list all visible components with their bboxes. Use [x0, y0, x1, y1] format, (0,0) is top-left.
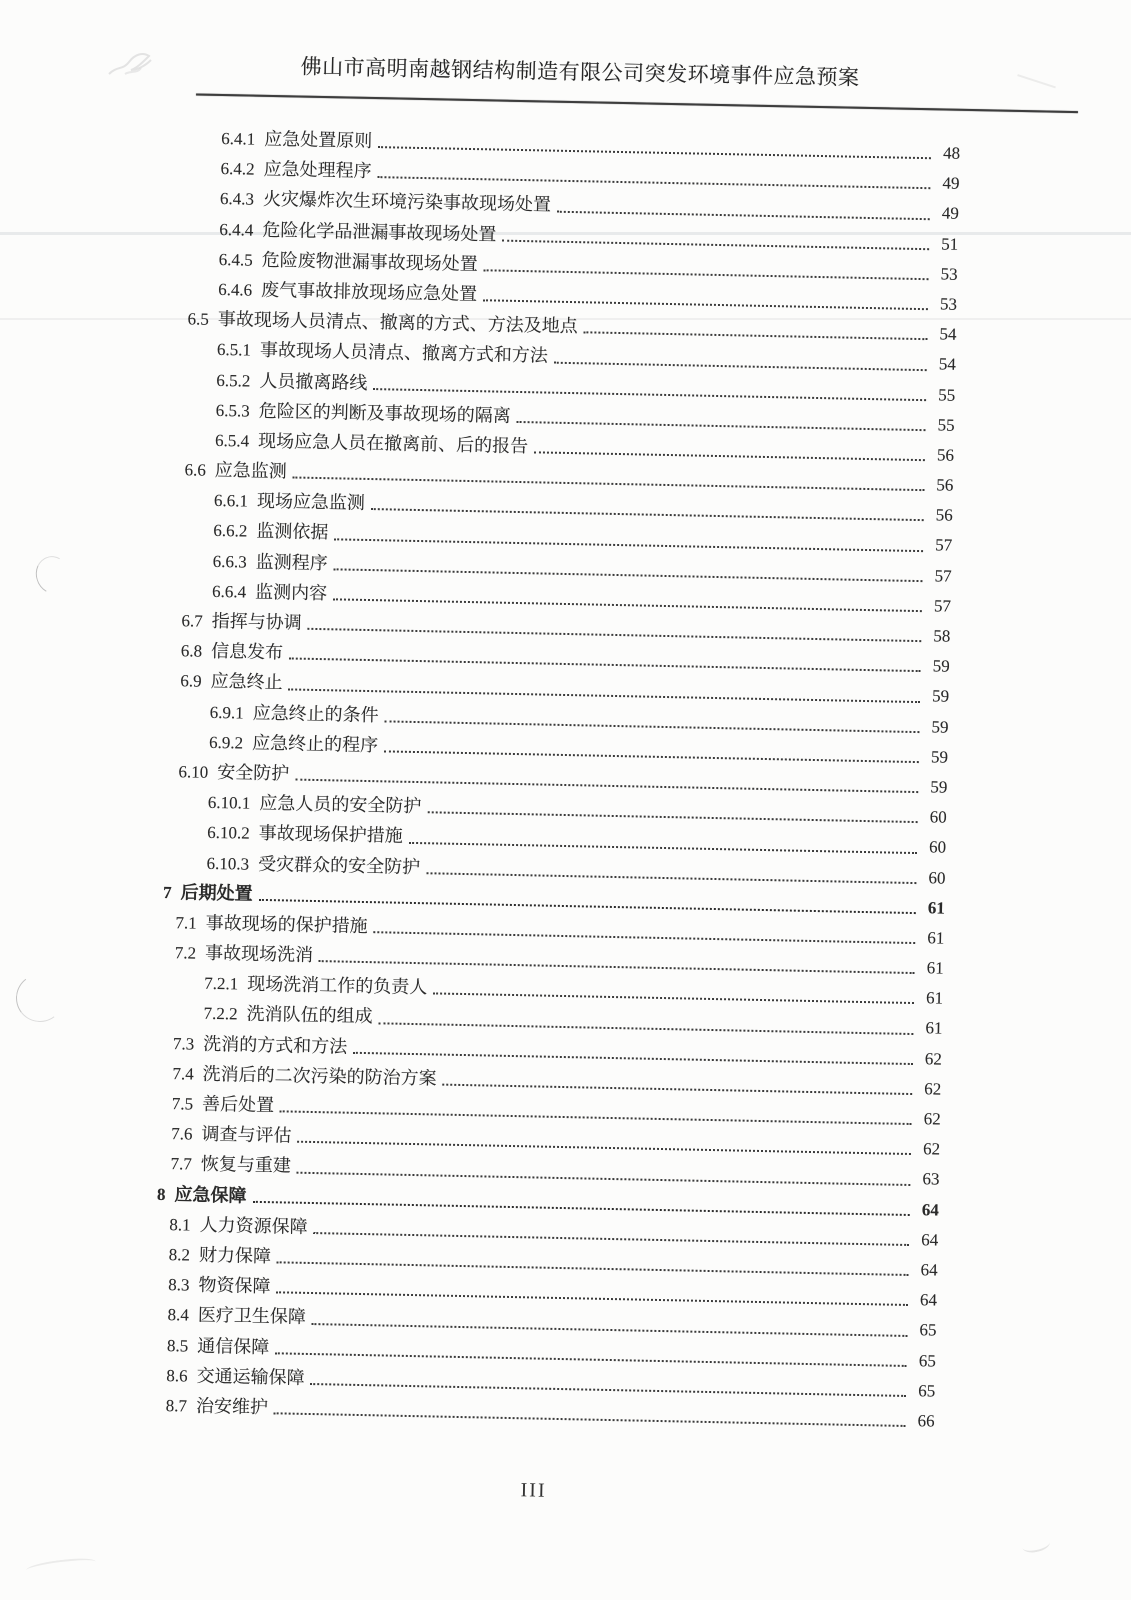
toc-page-number: 62 [923, 1109, 941, 1129]
toc-page-number: 61 [925, 988, 944, 1008]
toc-page-number: 53 [939, 294, 958, 314]
toc-entry-title: 治安维护 [195, 1395, 269, 1418]
toc-entry-title: 火灾爆炸次生环境污染事故现场处置 [262, 189, 552, 215]
toc-entry-number: 6.6.3 [212, 551, 247, 572]
toc-entry-number: 6.7 [181, 611, 203, 631]
toc-page-number: 59 [931, 716, 949, 737]
toc-entry-number: 8.3 [168, 1275, 190, 1295]
toc-entry-number: 6.4.4 [219, 219, 254, 240]
toc-entry-title: 指挥与协调 [211, 610, 302, 633]
toc-entry-title: 事故现场人员清点、撤离的方式、方法及地点 [217, 309, 578, 337]
footer-page-number: III [520, 1479, 547, 1502]
toc-dot-leader [426, 871, 916, 884]
toc-page-number: 48 [942, 143, 961, 163]
toc-dot-leader [427, 811, 917, 824]
toc-page-number: 60 [928, 837, 947, 857]
toc-page-number: 65 [919, 1320, 937, 1340]
toc-entry-number: 6.4.5 [218, 249, 253, 270]
toc-entry-title: 人员撤离路线 [259, 370, 368, 393]
toc-page-number: 59 [931, 686, 950, 707]
toc-entry-number: 6.5.3 [215, 400, 250, 421]
toc-page-number: 49 [941, 203, 960, 224]
toc-entry-title: 恢复与重建 [200, 1154, 292, 1176]
toc-page-number: 54 [938, 354, 957, 375]
toc-entry-title: 现场洗消工作的负责人 [247, 973, 428, 998]
toc-entry-title: 洗消后的二次污染的防治方案 [202, 1063, 437, 1089]
toc-page-number: 62 [924, 1079, 942, 1099]
toc-entry-title: 人力资源保障 [199, 1214, 308, 1237]
toc-entry-number: 8.7 [165, 1395, 188, 1416]
toc-entry-title: 应急监测 [214, 459, 287, 482]
toc-entry-number: 6.4.2 [220, 159, 255, 179]
toc-entry-title: 应急人员的安全防护 [259, 792, 422, 817]
toc-entry-number: 6.5.2 [216, 370, 251, 391]
toc-dot-leader [517, 420, 926, 431]
toc-page-number: 59 [932, 656, 950, 676]
toc-entry-title: 洗消的方式和方法 [203, 1033, 348, 1057]
toc-entry-title: 应急终止的程序 [251, 732, 379, 755]
toc-entry-number: 6.10 [178, 762, 209, 782]
toc-entry-number: 7.4 [172, 1063, 194, 1084]
toc-page-number: 64 [919, 1290, 938, 1310]
toc-entry-title: 洗消队伍的组成 [246, 1004, 373, 1027]
toc-dot-leader [534, 450, 925, 461]
toc-page-number: 64 [920, 1260, 938, 1280]
toc-entry-number: 6.10.2 [207, 823, 250, 843]
toc-entry-title: 废气事故排放现场应急处置 [260, 279, 478, 305]
toc-entry-number: 6.4.3 [219, 189, 255, 210]
toc-entry-number: 6.6 [184, 460, 206, 480]
toc-page-number: 59 [930, 777, 948, 797]
document-header-title: 佛山市高明南越钢结构制造有限公司突发环境事件应急预案 [300, 54, 860, 90]
toc-entry-number: 8.2 [168, 1245, 191, 1265]
toc-page-number: 59 [930, 747, 949, 767]
toc-entry-title: 应急终止 [210, 671, 283, 693]
toc-page-number: 56 [935, 505, 953, 525]
toc-page-number: 65 [918, 1350, 937, 1371]
toc-dot-leader [557, 209, 930, 219]
toc-entry-title: 危险废物泄漏事故现场处置 [261, 249, 478, 274]
toc-dot-leader [484, 268, 929, 280]
toc-dot-leader [584, 331, 928, 341]
toc-entry-title: 监测内容 [254, 581, 328, 603]
toc-entry-title: 应急终止的条件 [252, 702, 379, 725]
toc-entry-number: 6.5.4 [214, 430, 250, 451]
toc-entry-number: 6.9 [180, 671, 202, 692]
toc-entry-title: 事故现场人员清点、撤离方式和方法 [259, 340, 549, 366]
toc-page-number: 54 [939, 324, 957, 344]
toc-list [152, 122, 960, 1435]
toc-page-number: 56 [936, 445, 955, 465]
toc-page-number: 51 [941, 234, 959, 254]
toc-page-number: 61 [927, 928, 945, 948]
toc-page-number: 57 [934, 535, 953, 556]
toc-entry-number: 8.5 [166, 1335, 189, 1356]
toc-entry-number: 7 [162, 882, 172, 902]
toc-entry-number: 6.10.1 [207, 792, 251, 813]
toc-page-number: 61 [925, 1018, 943, 1039]
toc-entry-title: 财力保障 [198, 1244, 272, 1267]
header-rule [196, 93, 1078, 113]
toc-entry-title: 应急保障 [174, 1183, 247, 1206]
toc-page-number: 62 [924, 1048, 943, 1069]
toc-entry-title: 调查与评估 [201, 1123, 292, 1146]
toc-entry-number: 6.6.2 [213, 521, 248, 542]
toc-entry-number: 7.3 [172, 1033, 195, 1054]
toc-entry-number: 7.2.2 [203, 1004, 238, 1024]
toc-page-number: 57 [934, 565, 952, 586]
toc-page-number: 63 [922, 1169, 940, 1189]
toc-entry-number: 6.4.6 [217, 279, 253, 300]
toc-entry-title: 监测程序 [255, 551, 328, 573]
toc-entry-number: 7.7 [170, 1154, 193, 1174]
toc-page-number: 61 [926, 958, 944, 978]
toc-entry-title: 信息发布 [210, 641, 284, 663]
toc-page-number: 55 [938, 384, 956, 405]
toc-dot-leader [442, 1083, 912, 1095]
toc-entry-title: 物资保障 [198, 1274, 271, 1297]
toc-entry-title: 受灾群众的安全防护 [257, 853, 421, 877]
toc-page-number: 66 [917, 1411, 935, 1431]
toc-dot-leader [502, 238, 929, 250]
toc-page-number: 55 [937, 415, 955, 435]
toc-entry-title: 应急处置原则 [264, 128, 373, 151]
toc-entry-title: 现场应急人员在撤离前、后的报告 [257, 430, 529, 457]
toc-entry-number: 6.6.1 [213, 491, 249, 511]
toc-entry-number: 6.10.3 [206, 853, 250, 874]
toc-entry-title: 医疗卫生保障 [197, 1305, 307, 1328]
toc-page-number: 61 [927, 897, 946, 918]
toc-entry-title: 应急处理程序 [263, 159, 372, 182]
toc-entry-number: 7.5 [171, 1094, 194, 1114]
toc-page-number: 53 [940, 264, 958, 284]
toc-entry-number: 8.6 [166, 1365, 188, 1386]
toc-dot-leader [274, 1411, 906, 1427]
toc-page-number: 64 [921, 1199, 940, 1220]
toc-page-number: 64 [921, 1229, 939, 1250]
toc-entry-number: 7.2 [174, 943, 197, 963]
toc-entry-title: 事故现场的保护措施 [205, 912, 368, 936]
toc-entry-number: 6.5.1 [216, 340, 252, 360]
toc-entry-title: 事故现场洗消 [204, 942, 314, 966]
toc-entry-title: 现场应急监测 [256, 491, 366, 514]
toc-entry-title: 后期处置 [180, 881, 253, 904]
toc-entry-title: 交通运输保障 [196, 1365, 305, 1388]
toc-page-number: 65 [918, 1380, 936, 1401]
toc-entry-number: 6.4.1 [221, 128, 256, 149]
toc-entry-title: 安全防护 [217, 761, 290, 784]
toc-page-number: 60 [929, 807, 947, 827]
toc-page-number: 58 [933, 626, 951, 646]
toc-entry-title: 监测依据 [256, 521, 329, 543]
toc-entry-number: 8.4 [167, 1305, 190, 1325]
toc-page-number: 62 [922, 1139, 941, 1159]
toc-entry-number: 7.6 [171, 1124, 193, 1144]
toc-entry-number: 7.2.1 [204, 974, 239, 994]
toc-dot-leader [409, 840, 917, 853]
toc-page-number: 60 [928, 867, 946, 888]
toc-entry-number: 6.6.4 [211, 581, 247, 602]
toc-entry-number: 6.5 [187, 309, 210, 329]
toc-page-number: 49 [942, 173, 960, 193]
toc-page-number: 56 [936, 475, 954, 495]
toc-page-number: 57 [933, 596, 952, 616]
toc-entry-number: 8 [156, 1184, 166, 1204]
toc-entry-title: 危险化学品泄漏事故现场处置 [262, 219, 497, 245]
toc-entry-title: 事故现场保护措施 [258, 823, 403, 847]
toc-entry-title: 危险区的判断及事故现场的隔离 [258, 400, 511, 426]
toc-dot-leader [483, 298, 928, 310]
toc-entry-number: 7.1 [175, 913, 197, 933]
toc-entry-title: 通信保障 [197, 1335, 270, 1357]
toc-dot-leader [433, 992, 914, 1005]
toc-entry-title: 善后处置 [201, 1093, 275, 1116]
toc-dot-leader [554, 360, 927, 370]
toc-entry-number: 8.1 [169, 1214, 191, 1235]
toc-entry-number: 6.9.2 [208, 732, 244, 753]
toc-entry-number: 6.8 [180, 641, 203, 661]
toc-entry-number: 6.9.1 [209, 702, 244, 723]
